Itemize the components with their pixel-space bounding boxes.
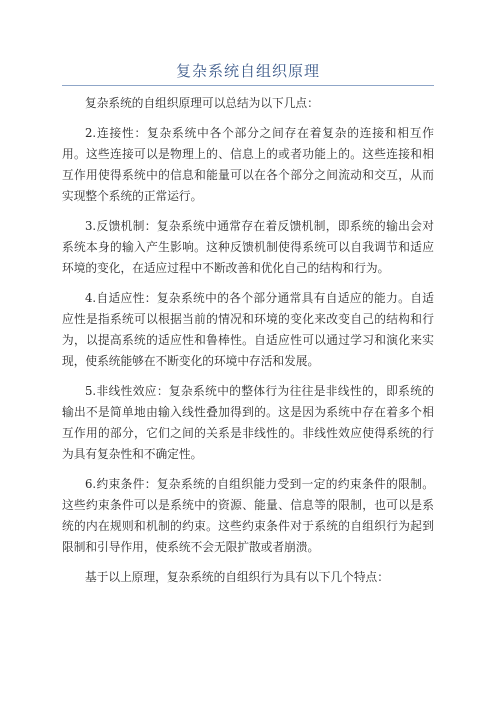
paragraph-nonlinearity: 5.非线性效应：复杂系统中的整体行为往往是非线性的，即系统的输出不是简单地由输入线性叠加得到的。这是因为系统中存在着多个相互作用的部分，它们之间的关系是非线性的。非线性效应使得系统的行为具有复杂性和不确定性。: [62, 384, 434, 461]
paragraph-summary: 基于以上原理，复杂系统的自组织行为具有以下几个特点：: [85, 570, 389, 584]
paragraph-constraints: 6.约束条件：复杂系统的自组织能力受到一定的约束条件的限制。这些约束条件可以是系统中的资源、能量、信息等的限制，也可以是系统的内在规则和机制的约束。这些约束条件对于系统的自组织行为起到限制和引导作用，使系统不会无限扩散或者崩溃。: [62, 477, 434, 554]
document-body: [62, 93, 434, 597]
document-title: 复杂系统自组织原理: [175, 62, 320, 80]
paragraph-feedback: 3.反馈机制：复杂系统中通常存在着反馈机制，即系统的输出会对系统本身的输入产生影响。这种反馈机制使得系统可以自我调节和适应环境的变化，在适应过程中不断改善和优化自己的结构和行为。: [62, 219, 434, 275]
paragraph-connectivity: 2.连接性：复杂系统中各个部分之间存在着复杂的连接和相互作用。这些连接可以是物理上的、信息上的或者功能上的。这些连接和相互作用使得系统中的信息和能量可以在各个部分之间流动和交互，从而实现整个系统的正常运行。: [62, 126, 434, 203]
paragraph-intro: 复杂系统的自组织原理可以总结为以下几点：: [85, 96, 319, 110]
title-divider: [62, 85, 434, 86]
paragraph-adaptivity: 4.自适应性：复杂系统中的各个部分通常具有自适应的能力。自适应性是指系统可以根据当前的情况和环境的变化来改变自己的结构和行为，以提高系统的适应性和鲁棒性。自适应性可以通过学习和演化来实现，使系统能够在不断变化的环境中存活和发展。: [62, 291, 434, 368]
